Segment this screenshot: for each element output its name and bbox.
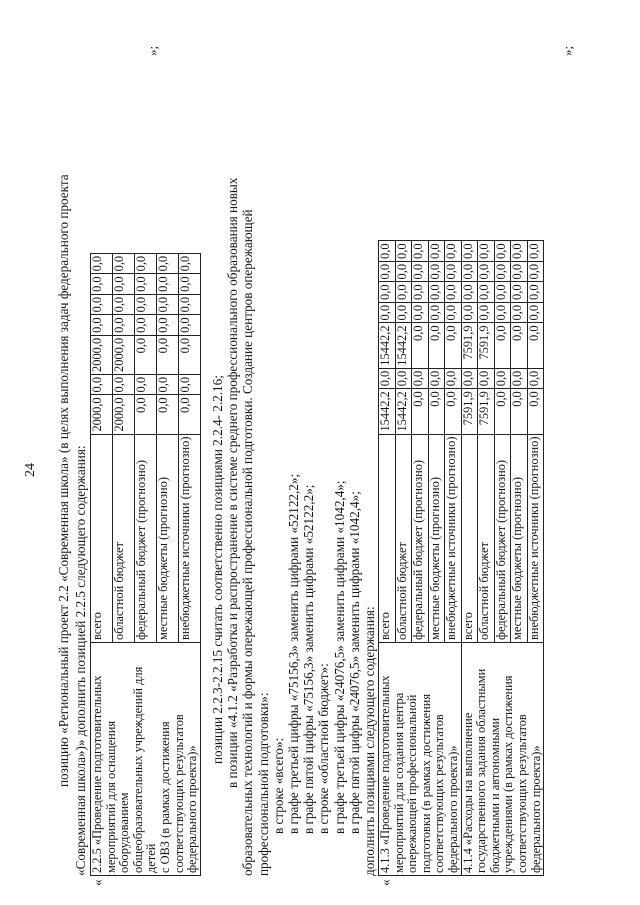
funding-value: 0,0 [379,368,396,389]
funding-source-label: внебюджетные источники (прогнозно) [445,434,462,642]
funding-value: 0,0 [178,315,200,336]
funding-value: 0,0 [494,389,511,434]
funding-value: 0,0 [156,395,178,434]
description-line: соответствующих результатов [171,714,186,873]
table1-close-quote: »; [145,45,160,56]
description-line: мероприятий для создания центра [391,692,406,873]
description-line: государственного задания областными [474,668,489,873]
funding-value: 0,0 [461,261,478,282]
amendment-line: в графе третьей цифры «24076,5» заменить цифрами «1042,4»; [331,480,347,834]
funding-value: 0,0 [91,253,113,274]
funding-value: 0,0 [445,261,462,282]
funding-value: 0,0 [478,261,495,282]
amendment-line: позиции 2.2.3-2.2.15 считать соответственно позициями 2.2.4- 2.2.16; [210,375,225,764]
description-line: федерального проекта)» [528,745,543,873]
funding-value: 0,0 [527,282,544,303]
funding-value: 0,0 [156,274,178,295]
table1-open-quote: « [90,879,105,886]
funding-value: 0,0 [428,261,445,282]
funding-value: 0,0 [112,294,134,315]
funding-value: 0,0 [511,241,528,262]
table2-close-quote: »; [560,45,575,56]
funding-value: 0,0 [494,282,511,303]
funding-value: 0,0 [178,294,200,315]
funding-value: 0,0 [379,282,396,303]
funding-value: 0,0 [134,315,156,336]
funding-value: 0,0 [461,302,478,323]
funding-value: 2000,0 [112,335,134,374]
funding-value: 0,0 [494,323,511,368]
funding-value: 0,0 [112,315,134,336]
funding-source-label: внебюджетные источники (прогнозно) [178,434,200,642]
intro-line-2: «Современная школа»)» дополнить позицией 2.2.5 следующего содержания: [73,445,88,876]
funding-value: 0,0 [527,261,544,282]
funding-value: 0,0 [445,241,462,262]
funding-value: 0,0 [379,261,396,282]
funding-value: 0,0 [379,241,396,262]
funding-value: 0,0 [461,368,478,389]
description-line: учреждениями (в рамках достижения [501,675,516,873]
funding-value: 15442,2 [379,389,396,434]
description-line: 4.1.3 «Проведение подготовительных [378,675,392,873]
amendment-line: в графе пятой цифры «24076,5» заменить цифрами «1042,4»; [346,491,362,834]
amendment-line: в строке «всего»: [270,737,286,834]
funding-source-label: федеральный бюджет (прогнозно) [494,434,511,642]
funding-value: 7591,9 [461,389,478,434]
funding-source-label: областной бюджет [395,434,412,642]
funding-value: 0,0 [445,302,462,323]
funding-value: 0,0 [91,374,113,395]
description-line: 4.1.4 «Расходы на выполнение [460,712,475,873]
funding-value: 0,0 [395,261,412,282]
funding-value: 0,0 [461,241,478,262]
funding-source-label: внебюджетные источники (прогнозно) [527,434,544,642]
funding-value: 0,0 [178,274,200,295]
funding-value: 0,0 [395,302,412,323]
amendment-line: в позиции «4.1.2 «Разработка и распространение в системе среднего профессионального образования новых [225,177,241,788]
funding-value: 0,0 [461,282,478,303]
funding-value: 7591,9 [478,389,495,434]
funding-value: 0,0 [156,294,178,315]
amendment-line: образовательных технологий и формы опережающей профессиональной подготовки. Создание центров опережающей [240,209,256,876]
amendment-line: профессиональной подготовки»: [255,692,271,876]
funding-value: 0,0 [527,368,544,389]
funding-value: 0,0 [494,302,511,323]
funding-value: 0,0 [112,374,134,395]
description-line: 2.2.5 «Проведение подготовительных [90,675,104,873]
funding-source-label: всего [461,434,478,642]
table-row [91,253,113,875]
funding-source-label: всего [91,434,113,642]
funding-value: 0,0 [112,253,134,274]
funding-value: 0,0 [134,335,156,374]
funding-value: 0,0 [134,395,156,434]
funding-value: 0,0 [511,282,528,303]
page-number: 24 [23,463,38,477]
funding-value: 0,0 [178,374,200,395]
funding-value: 0,0 [428,282,445,303]
funding-value: 0,0 [445,282,462,303]
funding-value: 0,0 [412,389,429,434]
position-description [461,643,544,876]
description-line: подготовки (в рамках достижения [418,693,433,873]
funding-value: 0,0 [412,323,429,368]
funding-value: 0,0 [134,274,156,295]
funding-value: 0,0 [511,261,528,282]
funding-value: 0,0 [156,315,178,336]
amendment-line: дополнить позициями следующего содержания: [362,606,377,876]
funding-value: 0,0 [428,241,445,262]
funding-value: 7591,9 [478,323,495,368]
funding-value: 0,0 [395,241,412,262]
amendment-line: в графе третьей цифры «75156,3» заменить цифрами «52122,2»; [286,473,301,834]
amendment-line: в графе пятой цифры «75156,3» заменить цифрами «52122,2»; [301,484,317,834]
funding-source-label: областной бюджет [112,434,134,642]
description-line: соответствующих результатов [514,714,529,873]
description-line: соответствующих результатов [432,714,447,873]
funding-value: 2000,0 [91,395,113,434]
position-description [379,643,462,876]
funding-value: 0,0 [511,389,528,434]
description-line: федерального проекта)» [185,745,200,873]
funding-value: 0,0 [494,241,511,262]
funding-value: 0,0 [527,241,544,262]
rotated-document [20,22,620,886]
description-line: с ОВЗ (в рамках достижения [157,721,172,873]
funding-source-label: местные бюджеты (прогнозно) [428,434,445,642]
funding-value: 0,0 [91,315,113,336]
position-description [91,643,201,876]
funding-value: 0,0 [412,368,429,389]
funding-value: 0,0 [478,368,495,389]
funding-value: 0,0 [156,335,178,374]
table-2-2-5 [90,253,201,876]
funding-value: 0,0 [428,302,445,323]
amendment-line: в строке «областной бюджет»: [316,663,332,834]
description-line: общеобразовательных учреждений для детей [130,666,159,873]
funding-value: 2000,0 [112,395,134,434]
funding-value: 0,0 [428,323,445,368]
funding-value: 0,0 [412,241,429,262]
funding-value: 0,0 [395,282,412,303]
funding-value: 0,0 [527,389,544,434]
funding-value: 0,0 [134,294,156,315]
funding-value: 0,0 [91,294,113,315]
funding-value: 0,0 [112,274,134,295]
description-line: опережающей профессиональной [405,694,420,873]
funding-value: 0,0 [511,368,528,389]
table-row [379,241,396,876]
funding-value: 0,0 [494,368,511,389]
funding-value: 0,0 [478,282,495,303]
funding-source-label: федеральный бюджет (прогнозно) [134,434,156,642]
funding-value: 0,0 [412,302,429,323]
description-line: федерального проекта)» [445,745,460,873]
funding-value: 0,0 [395,368,412,389]
funding-value: 0,0 [527,323,544,368]
funding-value: 7591,9 [461,323,478,368]
funding-value: 0,0 [178,253,200,274]
funding-value: 15442,2 [395,323,412,368]
intro-line-1: позицию «Региональный проект 2.2 «Современная школа» (в целях выполнения задач федерального проекта [56,174,71,787]
funding-value: 0,0 [134,253,156,274]
funding-value: 2000,0 [91,335,113,374]
description-line: мероприятий для оснащения оборудованием [103,720,132,873]
funding-value: 0,0 [445,368,462,389]
funding-value: 0,0 [478,302,495,323]
funding-value: 0,0 [134,374,156,395]
table-row [461,241,478,876]
funding-value: 0,0 [156,253,178,274]
funding-value: 0,0 [511,323,528,368]
table-4-1-3-4-1-4 [378,240,544,876]
funding-value: 0,0 [445,389,462,434]
funding-value: 15442,2 [395,389,412,434]
funding-value: 0,0 [428,368,445,389]
funding-source-label: местные бюджеты (прогнозно) [156,434,178,642]
funding-value: 0,0 [412,261,429,282]
funding-source-label: федеральный бюджет (прогнозно) [412,434,429,642]
funding-value: 0,0 [494,261,511,282]
funding-value: 0,0 [156,374,178,395]
funding-value: 15442,2 [379,323,396,368]
funding-source-label: местные бюджеты (прогнозно) [511,434,528,642]
funding-value: 0,0 [511,302,528,323]
funding-value: 0,0 [91,274,113,295]
funding-value: 0,0 [412,282,429,303]
funding-value: 0,0 [478,241,495,262]
funding-source-label: всего [379,434,396,642]
table2-open-quote: « [378,879,393,886]
funding-value: 0,0 [527,302,544,323]
funding-value: 0,0 [178,395,200,434]
funding-value: 0,0 [445,323,462,368]
funding-value: 0,0 [379,302,396,323]
funding-value: 0,0 [178,335,200,374]
description-line: бюджетными и автономными [487,717,502,873]
funding-value: 0,0 [428,389,445,434]
funding-source-label: областной бюджет [478,434,495,642]
